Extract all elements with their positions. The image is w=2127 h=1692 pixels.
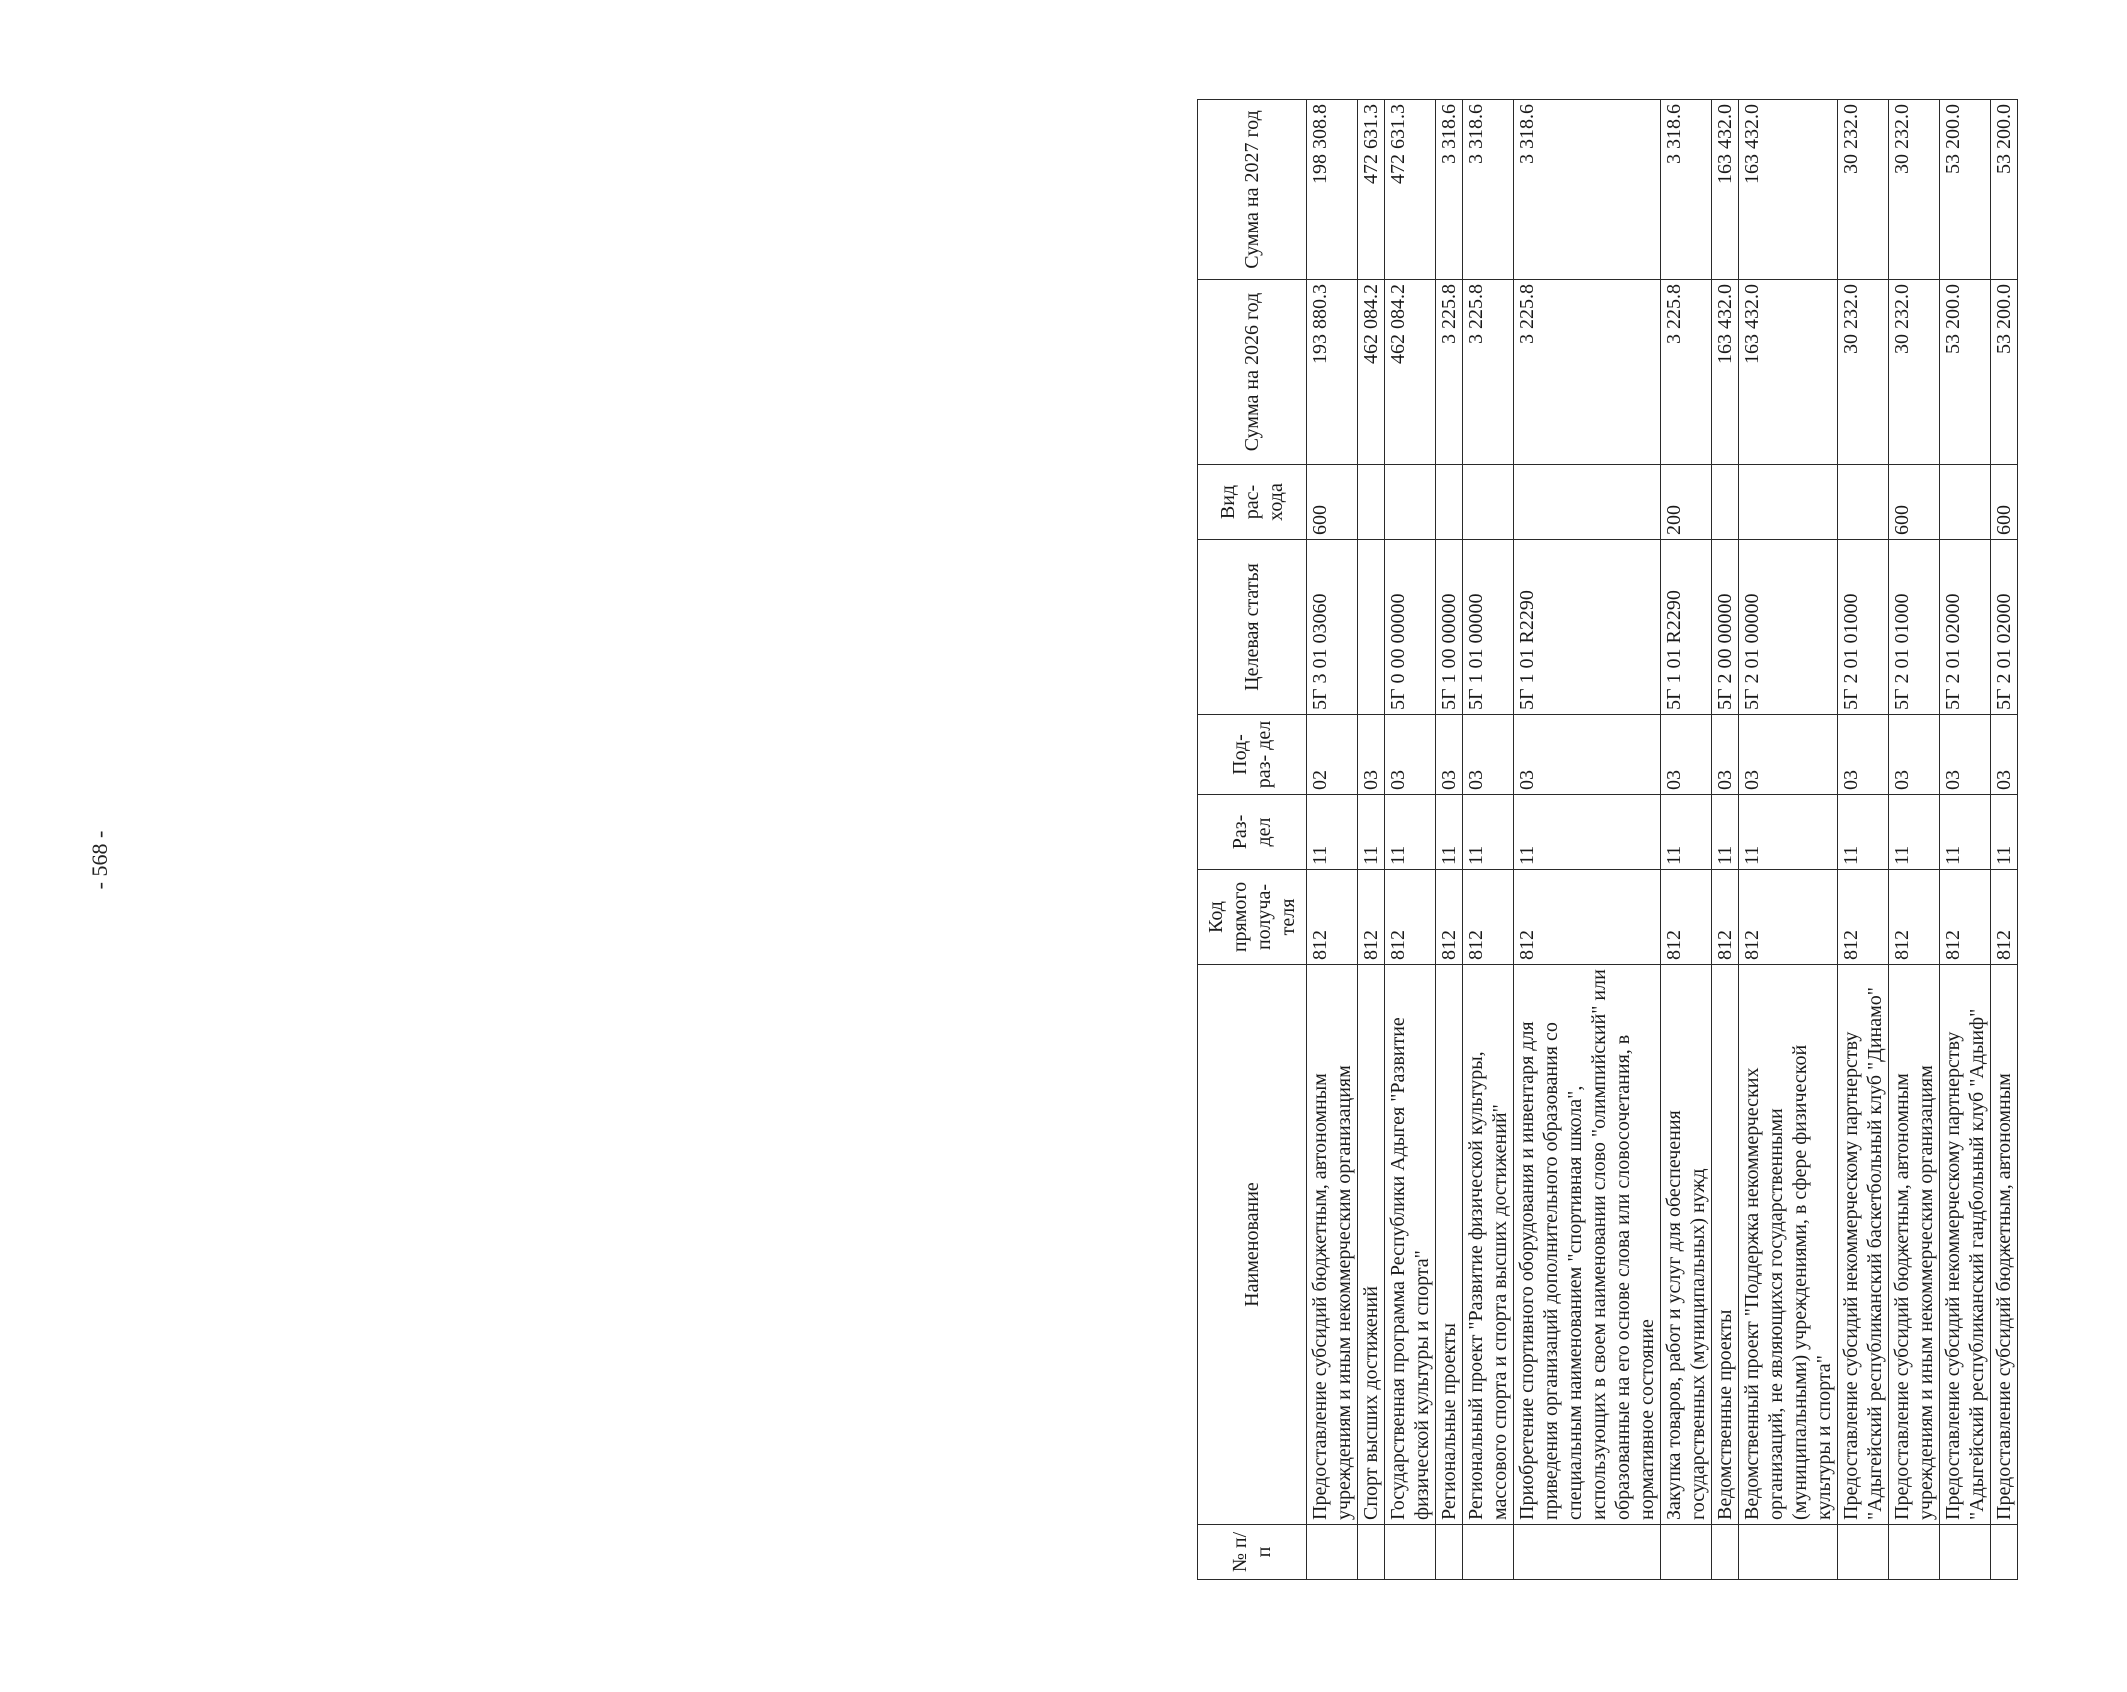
cell-no bbox=[1739, 1525, 1838, 1580]
cell-sum-2027: 30 232.0 bbox=[1889, 100, 1940, 280]
cell-target bbox=[1358, 540, 1385, 715]
cell-sum-2027: 30 232.0 bbox=[1838, 100, 1889, 280]
cell-expense bbox=[1739, 465, 1838, 540]
cell-expense bbox=[1385, 465, 1436, 540]
cell-expense bbox=[1358, 465, 1385, 540]
table-row bbox=[1712, 100, 1739, 1580]
cell-section: 11 bbox=[1739, 795, 1838, 870]
cell-subsection: 03 bbox=[1838, 715, 1889, 795]
cell-no bbox=[1940, 1525, 1991, 1580]
cell-sum-2027: 53 200.0 bbox=[1991, 100, 2018, 280]
cell-section: 11 bbox=[1436, 795, 1463, 870]
cell-no bbox=[1358, 1525, 1385, 1580]
cell-sum-2027: 472 631.3 bbox=[1358, 100, 1385, 280]
cell-name: Предоставление субсидий бюджетным, автономным учреждениям и иным некоммерческим организациям bbox=[1307, 965, 1358, 1525]
cell-no bbox=[1307, 1525, 1358, 1580]
cell-target: 5Г 1 01 00000 bbox=[1463, 540, 1514, 715]
cell-expense bbox=[1838, 465, 1889, 540]
header-section: Раз- дел bbox=[1198, 795, 1307, 870]
table-row bbox=[1463, 100, 1514, 1580]
cell-section: 11 bbox=[1385, 795, 1436, 870]
table-row bbox=[1661, 100, 1712, 1580]
cell-target: 5Г 2 01 02000 bbox=[1940, 540, 1991, 715]
cell-expense: 600 bbox=[1889, 465, 1940, 540]
cell-sum-2026: 462 084.2 bbox=[1385, 280, 1436, 465]
cell-target: 5Г 1 01 R2290 bbox=[1661, 540, 1712, 715]
cell-subsection: 03 bbox=[1991, 715, 2018, 795]
cell-sum-2027: 198 308.8 bbox=[1307, 100, 1358, 280]
cell-recipient: 812 bbox=[1739, 870, 1838, 965]
header-2027: Сумма на 2027 год bbox=[1198, 100, 1307, 280]
cell-name: Предоставление субсидий бюджетным, автономным учреждениям и иным некоммерческим организациям bbox=[1889, 965, 1940, 1525]
header-expense: Вид рас- хода bbox=[1198, 465, 1307, 540]
budget-table-wrapper bbox=[1197, 100, 2127, 1580]
cell-sum-2027: 3 318.6 bbox=[1463, 100, 1514, 280]
cell-no bbox=[1838, 1525, 1889, 1580]
cell-name: Спорт высших достижений bbox=[1358, 965, 1385, 1525]
cell-sum-2027: 163 432.0 bbox=[1712, 100, 1739, 280]
cell-target: 5Г 3 01 03060 bbox=[1307, 540, 1358, 715]
cell-target: 5Г 1 01 R2290 bbox=[1514, 540, 1661, 715]
cell-sum-2026: 193 880.3 bbox=[1307, 280, 1358, 465]
cell-no bbox=[1712, 1525, 1739, 1580]
cell-sum-2026: 3 225.8 bbox=[1463, 280, 1514, 465]
cell-recipient: 812 bbox=[1436, 870, 1463, 965]
cell-no bbox=[1385, 1525, 1436, 1580]
cell-target: 5Г 2 01 02000 bbox=[1991, 540, 2018, 715]
cell-sum-2026: 3 225.8 bbox=[1661, 280, 1712, 465]
header-target: Целевая статья bbox=[1198, 540, 1307, 715]
cell-no bbox=[1661, 1525, 1712, 1580]
cell-section: 11 bbox=[1991, 795, 2018, 870]
cell-subsection: 03 bbox=[1889, 715, 1940, 795]
cell-sum-2026: 30 232.0 bbox=[1838, 280, 1889, 465]
header-name: Наименование bbox=[1198, 965, 1307, 1525]
cell-subsection: 03 bbox=[1739, 715, 1838, 795]
header-subsection: Под- раз- дел bbox=[1198, 715, 1307, 795]
cell-section: 11 bbox=[1307, 795, 1358, 870]
cell-expense: 200 bbox=[1661, 465, 1712, 540]
cell-sum-2027: 53 200.0 bbox=[1940, 100, 1991, 280]
cell-subsection: 03 bbox=[1940, 715, 1991, 795]
cell-target: 5Г 2 01 01000 bbox=[1838, 540, 1889, 715]
cell-subsection: 03 bbox=[1436, 715, 1463, 795]
cell-expense bbox=[1463, 465, 1514, 540]
cell-expense bbox=[1436, 465, 1463, 540]
cell-name: Ведомственные проекты bbox=[1712, 965, 1739, 1525]
cell-no bbox=[1991, 1525, 2018, 1580]
cell-no bbox=[1463, 1525, 1514, 1580]
cell-recipient: 812 bbox=[1307, 870, 1358, 965]
cell-section: 11 bbox=[1358, 795, 1385, 870]
header-2026: Сумма на 2026 год bbox=[1198, 280, 1307, 465]
cell-subsection: 03 bbox=[1358, 715, 1385, 795]
cell-recipient: 812 bbox=[1889, 870, 1940, 965]
cell-section: 11 bbox=[1514, 795, 1661, 870]
table-row bbox=[1991, 100, 2018, 1580]
cell-recipient: 812 bbox=[1940, 870, 1991, 965]
table-row bbox=[1889, 100, 1940, 1580]
cell-section: 11 bbox=[1940, 795, 1991, 870]
cell-name: Ведомственный проект "Поддержка некоммерческих организаций, не являющихся государственными (муниципальными) учреждениями, в сфере физической культуры и спорта" bbox=[1739, 965, 1838, 1525]
cell-sum-2026: 163 432.0 bbox=[1712, 280, 1739, 465]
cell-name: Предоставление субсидий бюджетным, автономным bbox=[1991, 965, 2018, 1525]
cell-recipient: 812 bbox=[1514, 870, 1661, 965]
cell-section: 11 bbox=[1712, 795, 1739, 870]
cell-section: 11 bbox=[1889, 795, 1940, 870]
cell-sum-2026: 53 200.0 bbox=[1991, 280, 2018, 465]
table-row bbox=[1385, 100, 1436, 1580]
cell-sum-2026: 53 200.0 bbox=[1940, 280, 1991, 465]
cell-name: Региональный проект "Развитие физической культуры, массового спорта и спорта высших достижений" bbox=[1463, 965, 1514, 1525]
cell-expense bbox=[1940, 465, 1991, 540]
table-row bbox=[1739, 100, 1838, 1580]
cell-name: Приобретение спортивного оборудования и инвентаря для приведения организаций дополнительного образования со специальным наименованием "спортивная школа", использующих в своем наименовании слово "олимпийский" или образованные на его основе слова или словосочетания, в нормативное состояние bbox=[1514, 965, 1661, 1525]
cell-sum-2026: 30 232.0 bbox=[1889, 280, 1940, 465]
cell-section: 11 bbox=[1661, 795, 1712, 870]
cell-recipient: 812 bbox=[1385, 870, 1436, 965]
cell-recipient: 812 bbox=[1661, 870, 1712, 965]
cell-sum-2027: 472 631.3 bbox=[1385, 100, 1436, 280]
cell-target: 5Г 2 01 00000 bbox=[1739, 540, 1838, 715]
cell-sum-2027: 3 318.6 bbox=[1661, 100, 1712, 280]
cell-recipient: 812 bbox=[1991, 870, 2018, 965]
cell-no bbox=[1436, 1525, 1463, 1580]
cell-target: 5Г 0 00 00000 bbox=[1385, 540, 1436, 715]
table-row bbox=[1358, 100, 1385, 1580]
cell-expense: 600 bbox=[1991, 465, 2018, 540]
cell-target: 5Г 2 01 01000 bbox=[1889, 540, 1940, 715]
cell-expense bbox=[1514, 465, 1661, 540]
cell-recipient: 812 bbox=[1838, 870, 1889, 965]
budget-table bbox=[1197, 99, 2018, 1580]
cell-section: 11 bbox=[1463, 795, 1514, 870]
table-row bbox=[1838, 100, 1889, 1580]
cell-subsection: 03 bbox=[1514, 715, 1661, 795]
cell-sum-2026: 163 432.0 bbox=[1739, 280, 1838, 465]
cell-subsection: 03 bbox=[1661, 715, 1712, 795]
page-number: - 568 - bbox=[87, 830, 112, 890]
cell-sum-2027: 163 432.0 bbox=[1739, 100, 1838, 280]
cell-sum-2027: 3 318.6 bbox=[1436, 100, 1463, 280]
header-recipient: Код прямого получа- теля bbox=[1198, 870, 1307, 965]
cell-subsection: 02 bbox=[1307, 715, 1358, 795]
header-row bbox=[1198, 100, 1307, 1580]
table-row bbox=[1436, 100, 1463, 1580]
cell-sum-2026: 3 225.8 bbox=[1514, 280, 1661, 465]
cell-no bbox=[1514, 1525, 1661, 1580]
cell-name: Предоставление субсидий некоммерческому партнерству "Адыгейский республиканский гандбольный клуб "Адыиф" bbox=[1940, 965, 1991, 1525]
table-row bbox=[1514, 100, 1661, 1580]
cell-recipient: 812 bbox=[1463, 870, 1514, 965]
cell-subsection: 03 bbox=[1712, 715, 1739, 795]
cell-recipient: 812 bbox=[1712, 870, 1739, 965]
cell-sum-2027: 3 318.6 bbox=[1514, 100, 1661, 280]
cell-name: Государственная программа Республики Адыгея "Развитие физической культуры и спорта" bbox=[1385, 965, 1436, 1525]
cell-subsection: 03 bbox=[1463, 715, 1514, 795]
cell-name: Региональные проекты bbox=[1436, 965, 1463, 1525]
cell-no bbox=[1889, 1525, 1940, 1580]
table-row bbox=[1940, 100, 1991, 1580]
cell-target: 5Г 2 00 00000 bbox=[1712, 540, 1739, 715]
cell-expense: 600 bbox=[1307, 465, 1358, 540]
header-no: № п/п bbox=[1198, 1525, 1307, 1580]
cell-recipient: 812 bbox=[1358, 870, 1385, 965]
cell-name: Предоставление субсидий некоммерческому партнерству "Адыгейский республиканский баскетбольный клуб "Динамо" bbox=[1838, 965, 1889, 1525]
cell-sum-2026: 3 225.8 bbox=[1436, 280, 1463, 465]
cell-sum-2026: 462 084.2 bbox=[1358, 280, 1385, 465]
cell-section: 11 bbox=[1838, 795, 1889, 870]
cell-subsection: 03 bbox=[1385, 715, 1436, 795]
table-row bbox=[1307, 100, 1358, 1580]
cell-target: 5Г 1 00 00000 bbox=[1436, 540, 1463, 715]
cell-name: Закупка товаров, работ и услуг для обеспечения государственных (муниципальных) нужд bbox=[1661, 965, 1712, 1525]
cell-expense bbox=[1712, 465, 1739, 540]
